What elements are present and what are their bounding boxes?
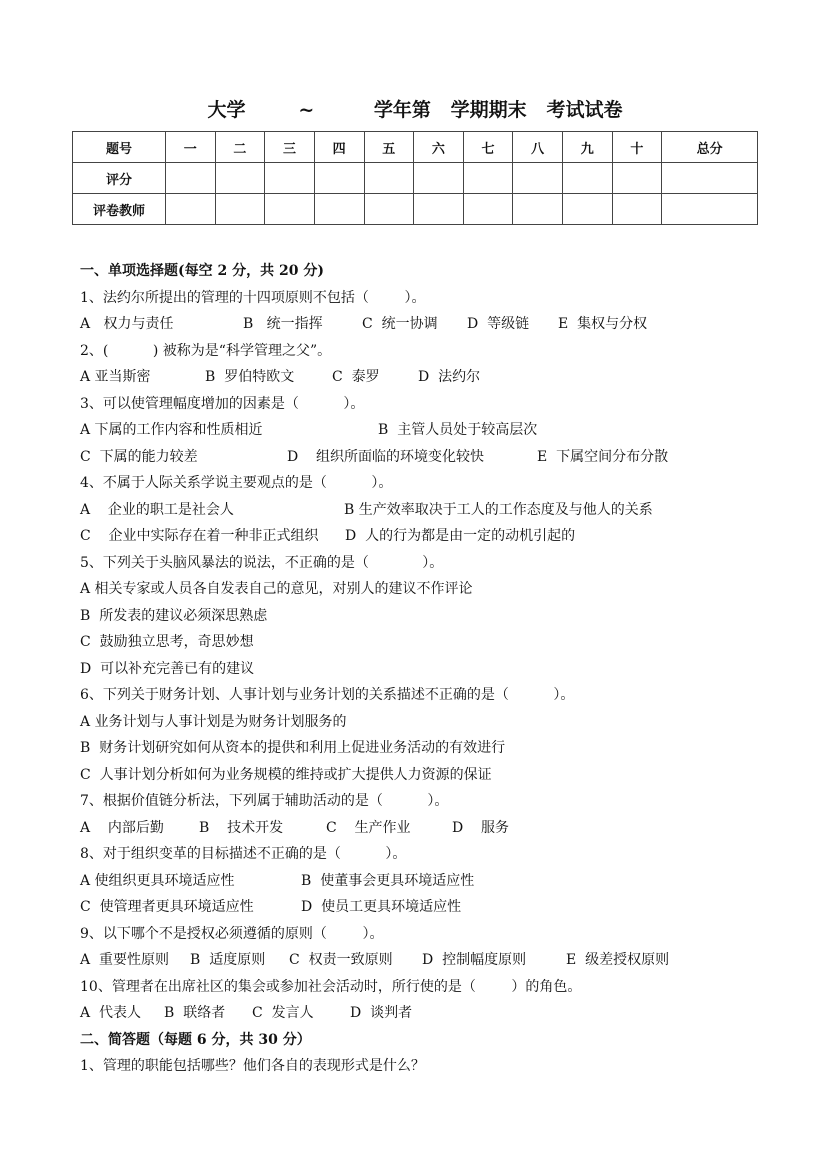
question-stem: 9、以下哪个不是授权必须遵循的原则（ ）。 <box>80 925 384 942</box>
option-row <box>80 629 780 656</box>
header-cell: 题号 <box>73 132 166 163</box>
option: C 发言人 <box>252 1005 314 1021</box>
option-row <box>80 656 780 683</box>
option: B 生产效率取决于工人的工作态度及与他人的关系 <box>344 501 653 518</box>
header-cell: 八 <box>513 132 563 163</box>
option: A 内部后勤 <box>80 819 164 836</box>
option: B 所发表的建议必须深思熟虑 <box>80 607 268 624</box>
option: D 可以补充完善已有的建议 <box>80 660 255 677</box>
option: A 相关专家或人员各自发表自己的意见，对别人的建议不作评论 <box>80 581 473 597</box>
table-row <box>73 163 758 194</box>
option-row <box>80 311 780 338</box>
header-cell: 四 <box>314 132 364 163</box>
score-cell <box>414 194 464 225</box>
option: D 服务 <box>452 819 510 836</box>
option: A 重要性原则 <box>80 952 170 968</box>
option: D 谈判者 <box>350 1005 413 1021</box>
option: A 下属的工作内容和性质相近 <box>80 422 263 438</box>
option: C 鼓励独立思考，奇思妙想 <box>80 634 254 650</box>
question-stem: 5、下列关于头脑风暴法的说法，不正确的是（ ）。 <box>80 554 444 571</box>
score-cell <box>662 163 758 194</box>
option: B 主管人员处于较高层次 <box>378 422 538 438</box>
option: B 使董事会更具环境适应性 <box>301 872 475 889</box>
score-cell <box>364 163 414 194</box>
question-stem: 10、管理者在出席社区的集会或参加社会活动时，所行使的是（ ）的角色。 <box>80 978 582 995</box>
score-cell <box>314 194 364 225</box>
question-stem: 8、对于组织变革的目标描述不正确的是（ ）。 <box>80 846 407 862</box>
option: B 财务计划研究如何从资本的提供和利用上促进业务活动的有效进行 <box>80 740 506 756</box>
score-cell <box>265 194 315 225</box>
option: D 控制幅度原则 <box>422 952 527 968</box>
option: E 级差授权原则 <box>566 952 670 968</box>
score-cell <box>166 163 216 194</box>
option: B 技术开发 <box>199 819 284 836</box>
option-row <box>80 735 780 762</box>
score-cell <box>364 194 414 225</box>
option: D 等级链 <box>467 316 530 332</box>
header-cell: 七 <box>463 132 513 163</box>
option: D 使员工更具环境适应性 <box>301 899 462 915</box>
option: A 亚当斯密 <box>80 369 151 385</box>
option: A 权力与责任 <box>80 316 174 332</box>
option: B 联络者 <box>164 1005 226 1021</box>
question-stem: 4、不属于人际关系学说主要观点的是（ ）。 <box>80 475 393 491</box>
option: D 人的行为都是由一定的动机引起的 <box>345 528 576 544</box>
score-cell <box>662 194 758 225</box>
option-row <box>80 815 780 842</box>
option: C 泰罗 <box>332 369 380 385</box>
score-cell <box>463 163 513 194</box>
question-stem: 2、( ) 被称为是“科学管理之父”。 <box>80 342 332 359</box>
option: C 生产作业 <box>326 819 411 836</box>
option: C 下属的能力较差 <box>80 448 198 465</box>
score-table <box>72 131 758 225</box>
section-heading: 一、单项选择题(每空 2 分，共 20 分) <box>80 263 324 279</box>
score-cell <box>265 163 315 194</box>
score-cell <box>314 163 364 194</box>
score-cell <box>215 163 265 194</box>
option: A 使组织更具环境适应性 <box>80 872 235 889</box>
question-stem: 6、下列关于财务计划、人事计划与业务计划的关系描述不正确的是（ ）。 <box>80 687 575 703</box>
row-label: 评分 <box>73 163 166 194</box>
option: B 统一指挥 <box>243 316 323 332</box>
option: C 人事计划分析如何为业务规模的维持或扩大提供人力资源的保证 <box>80 766 492 783</box>
question-stem: 1、法约尔所提出的管理的十四项原则不包括（ ）。 <box>80 289 426 306</box>
header-cell: 总分 <box>662 132 758 163</box>
option-row <box>80 762 780 789</box>
question-stem: 1、管理的职能包括哪些？他们各自的表现形式是什么？ <box>80 1058 425 1074</box>
exam-body <box>80 258 780 1080</box>
score-cell <box>463 194 513 225</box>
header-cell: 六 <box>414 132 464 163</box>
score-cell <box>513 163 563 194</box>
score-cell <box>513 194 563 225</box>
option-row <box>80 603 780 630</box>
score-cell <box>612 194 662 225</box>
option: D 组织所面临的环境变化较快 <box>287 448 485 465</box>
question-stem: 3、可以使管理幅度增加的因素是（ ）。 <box>80 395 365 412</box>
option-row <box>80 523 780 550</box>
table-row <box>73 194 758 225</box>
option: C 企业中实际存在着一种非正式组织 <box>80 528 319 544</box>
header-cell: 五 <box>364 132 414 163</box>
option: C 权责一致原则 <box>289 952 393 968</box>
option-row <box>80 417 780 444</box>
question-stem: 7、根据价值链分析法，下列属于辅助活动的是（ ）。 <box>80 793 449 809</box>
table-header-row <box>73 132 758 163</box>
section-heading: 二、简答题（每题 6 分，共 30 分） <box>80 1031 311 1048</box>
option: C 统一协调 <box>362 316 438 332</box>
header-cell: 九 <box>563 132 613 163</box>
score-cell <box>563 194 613 225</box>
header-cell: 二 <box>215 132 265 163</box>
option-row <box>80 1000 780 1027</box>
option: A 代表人 <box>80 1005 142 1021</box>
score-cell <box>563 163 613 194</box>
exam-title: 大学 ~ 学年第 学期期末 考试试卷 <box>207 99 623 121</box>
option: B 罗伯特欧文 <box>205 369 295 385</box>
option: E 下属空间分布分散 <box>537 448 669 465</box>
option-row <box>80 364 780 391</box>
option-row <box>80 894 780 921</box>
option: A 业务计划与人事计划是为财务计划服务的 <box>80 713 347 730</box>
option-row <box>80 576 780 603</box>
option: D 法约尔 <box>418 369 481 385</box>
score-cell <box>414 163 464 194</box>
score-cell <box>166 194 216 225</box>
option-row <box>80 709 780 736</box>
header-cell: 一 <box>166 132 216 163</box>
option-row <box>80 947 780 974</box>
option: A 企业的职工是社会人 <box>80 501 234 518</box>
header-cell: 三 <box>265 132 315 163</box>
option-row <box>80 868 780 895</box>
option: B 适度原则 <box>190 952 266 968</box>
option-row <box>80 497 780 524</box>
header-cell: 十 <box>612 132 662 163</box>
row-label: 评卷教师 <box>73 194 166 225</box>
option: C 使管理者更具环境适应性 <box>80 899 254 915</box>
score-cell <box>215 194 265 225</box>
score-cell <box>612 163 662 194</box>
option: E 集权与分权 <box>558 316 648 332</box>
option-row <box>80 444 780 471</box>
